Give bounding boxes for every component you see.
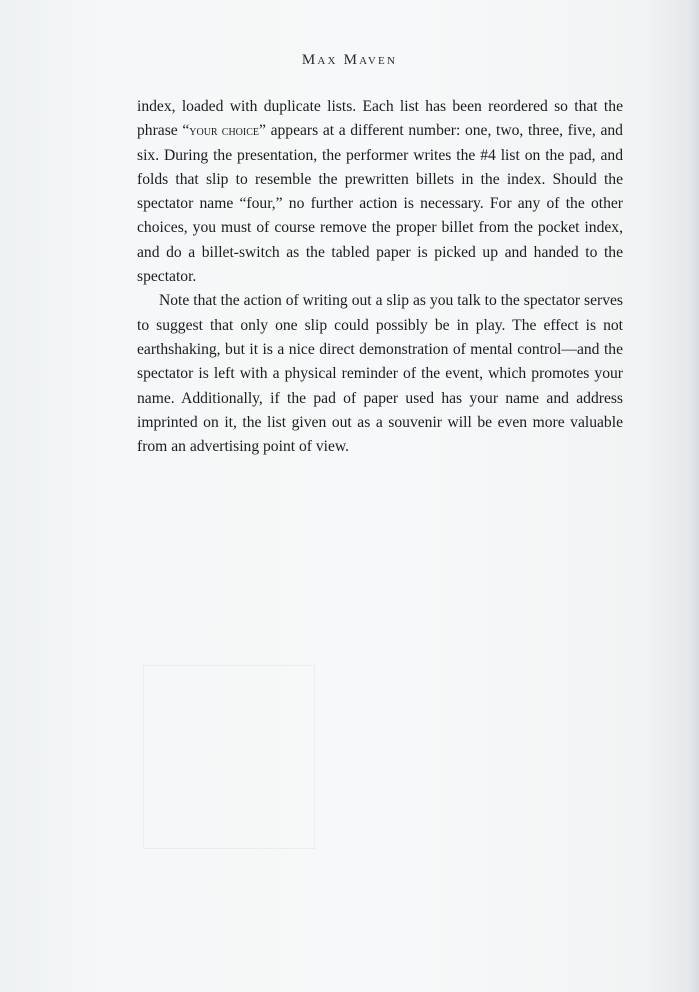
page-edge-shadow bbox=[685, 0, 699, 992]
show-through-box bbox=[143, 665, 315, 849]
paragraph-1 bbox=[137, 95, 623, 289]
body-text bbox=[137, 95, 623, 459]
running-head: Max Maven bbox=[301, 52, 398, 68]
paragraph-1-part-a: index, loaded with duplicate lists. Each list has been reordered so that the phrase “ bbox=[137, 98, 623, 140]
your-choice-phrase: your choice bbox=[189, 123, 259, 139]
paragraph-1-part-b: ” appears at a different number: one, two, three, five, and six. During the presentation, the performer writes the #4 list on the pad, and folds that slip to resemble the prewritten billets in the index. Should the spectator name “four,” no further action is necessary. For any of the other choices, you must of course remove the proper billet from the pocket index, and do a billet-switch as the tabled paper is picked up and handed to the spectator. bbox=[137, 122, 623, 286]
paragraph-2: Note that the action of writing out a slip as you talk to the spectator serves to suggest that only one slip could possibly be in play. The effect is not earthshaking, but it is a nice direct demonstration of mental control—and the spectator is left with a physical reminder of the event, which promotes your name. Additionally, if the pad of paper used has your name and address imprinted on it, the list given out as a souvenir will be even more valuable from an advertising point of view. bbox=[137, 292, 623, 456]
